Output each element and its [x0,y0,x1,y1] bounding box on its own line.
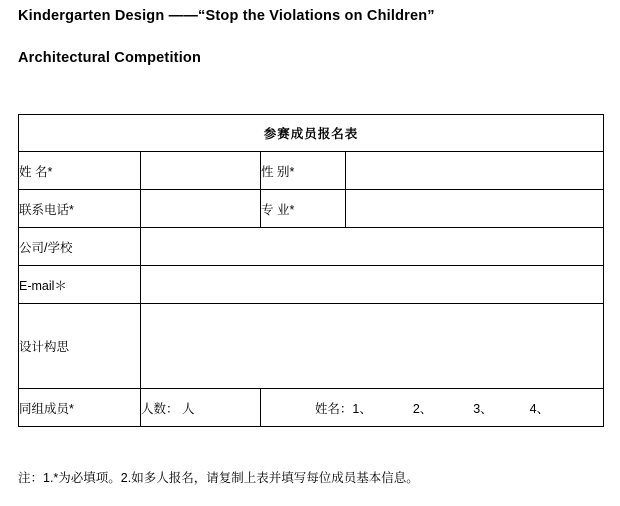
team-names-prefix: 姓名：1、 [314,401,372,416]
field-email[interactable] [141,266,604,304]
field-phone[interactable] [141,190,261,228]
label-gender: 性 别* [261,152,346,190]
registration-form-table [18,114,604,427]
field-gender[interactable] [346,152,604,190]
team-name-3: 3、 [473,401,493,416]
table-row-email [19,266,604,304]
table-row-title [19,115,604,152]
field-team-count[interactable]: 人数： 人 [141,389,261,427]
table-row-team [19,389,604,427]
table-row-concept [19,304,604,389]
label-team-members: 同组成员* [19,389,141,427]
label-concept: 设计构思 [19,304,141,389]
label-name: 姓 名* [19,152,141,190]
field-concept[interactable] [141,304,604,389]
form-title: 参赛成员报名表 [19,115,604,152]
table-row-name-gender [19,152,604,190]
label-company: 公司/学校 [19,228,141,266]
field-company[interactable] [141,228,604,266]
label-phone: 联系电话* [19,190,141,228]
label-email: E-mail＊ [19,266,141,304]
page-title-line-2: Architectural Competition [18,50,202,66]
table-row-company [19,228,604,266]
page-title-line-1: Kindergarten Design ——“Stop the Violations on Children” [18,8,435,24]
field-team-names[interactable] [261,389,604,427]
team-name-2: 2、 [412,401,433,416]
field-name[interactable] [141,152,261,190]
field-major[interactable] [346,190,604,228]
team-name-4: 4、 [529,401,550,416]
label-major: 专 业* [261,190,346,228]
table-row-phone-major [19,190,604,228]
form-note: 注：1.*为必填项。2.如多人报名，请复制上表并填写每位成员基本信息。 [18,471,419,485]
